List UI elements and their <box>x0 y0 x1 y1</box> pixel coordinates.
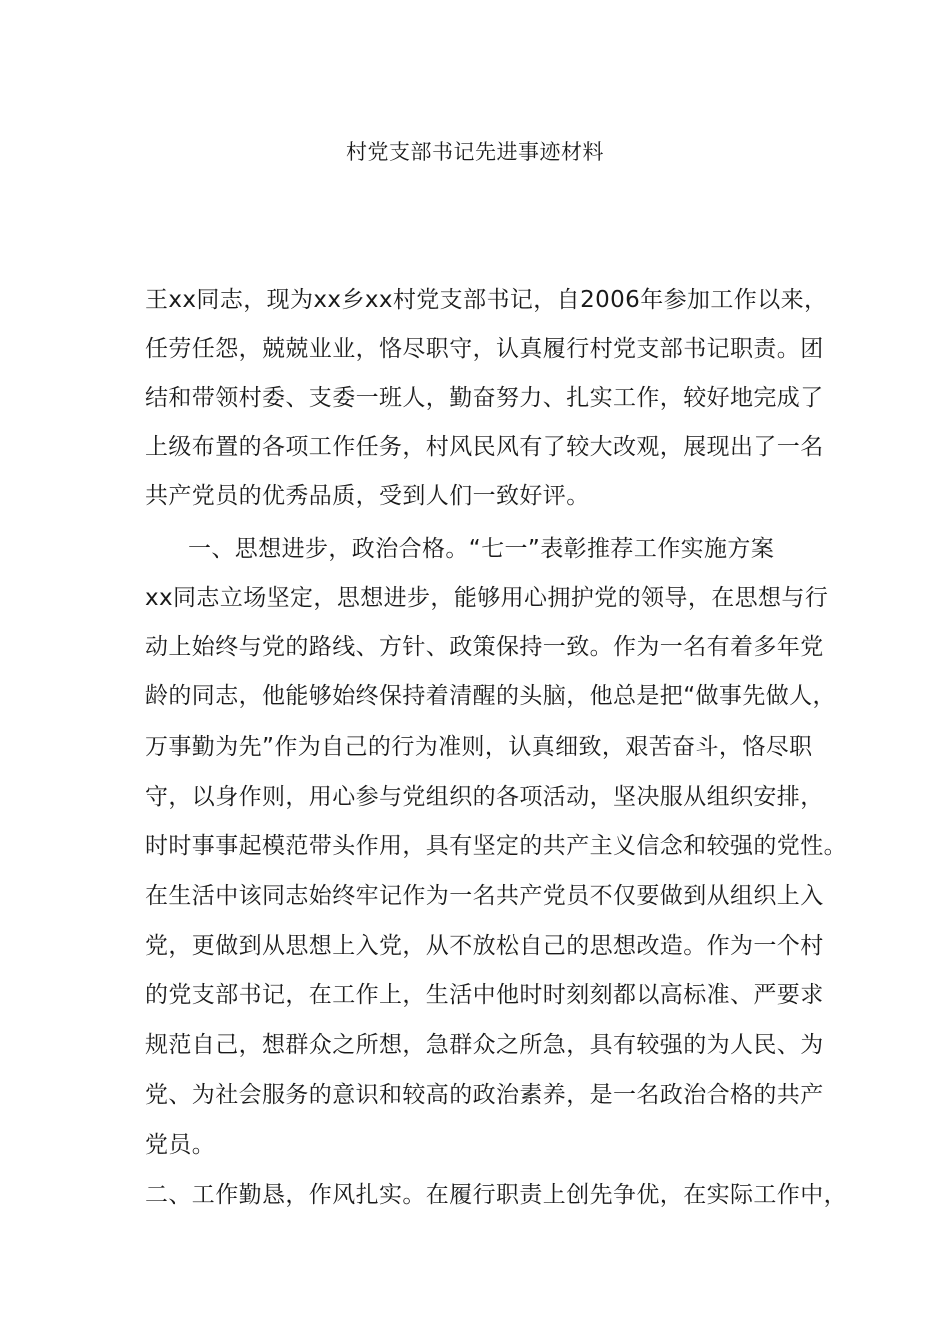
section-heading-2: 二、工作勤恳，作风扎实。在履行职责上创先争优，在实际工作中， <box>145 1182 847 1208</box>
paragraph-line-8: 龄的同志，他能够始终保持着清醒的头脑，他总是把“做事先做人， <box>145 683 836 709</box>
paragraph-line-3: 结和带领村委、支委一班人，勤奋努力、扎实工作，较好地完成了 <box>145 385 824 411</box>
paragraph-line-10: 守，以身作则，用心参与党组织的各项活动，坚决服从组织安排， <box>145 784 824 810</box>
paragraph-line-11: 时时事事起模范带头作用，具有坚定的共产主义信念和较强的党性。 <box>145 833 847 859</box>
section-heading-1: 一、思想进步，政治合格。“七一”表彰推荐工作实施方案 <box>188 536 775 562</box>
paragraph-line-2: 任劳任怨，兢兢业业，恪尽职守，认真履行村党支部书记职责。团 <box>145 336 824 362</box>
paragraph-line-9: 万事勤为先”作为自己的行为准则，认真细致，艰苦奋斗，恪尽职 <box>145 734 813 760</box>
paragraph-line-14: 的党支部书记，在工作上，生活中他时时刻刻都以高标准、严要求 <box>145 982 824 1008</box>
paragraph-line-16: 党、为社会服务的意识和较高的政治素养，是一名政治合格的共产 <box>145 1082 824 1108</box>
paragraph-line-15: 规范自己，想群众之所想，急群众之所急，具有较强的为人民、为 <box>145 1032 824 1058</box>
paragraph-line-5: 共产党员的优秀品质，受到人们一致好评。 <box>145 483 590 509</box>
paragraph-line-1: 王xx同志，现为xx乡xx村党支部书记，自2006年参加工作以来， <box>145 287 828 313</box>
document-title: 村党支部书记先进事迹材料 <box>346 140 604 164</box>
paragraph-line-7: 动上始终与党的路线、方针、政策保持一致。作为一名有着多年党 <box>145 634 824 660</box>
paragraph-line-17: 党员。 <box>145 1132 216 1158</box>
paragraph-line-4: 上级布置的各项工作任务，村风民风有了较大改观，展现出了一名 <box>145 434 824 460</box>
paragraph-line-6: xx同志立场坚定，思想进步，能够用心拥护党的领导，在思想与行 <box>145 585 829 611</box>
paragraph-line-13: 党，更做到从思想上入党，从不放松自己的思想改造。作为一个村 <box>145 933 824 959</box>
paragraph-line-12: 在生活中该同志始终牢记作为一名共产党员不仅要做到从组织上入 <box>145 883 824 909</box>
